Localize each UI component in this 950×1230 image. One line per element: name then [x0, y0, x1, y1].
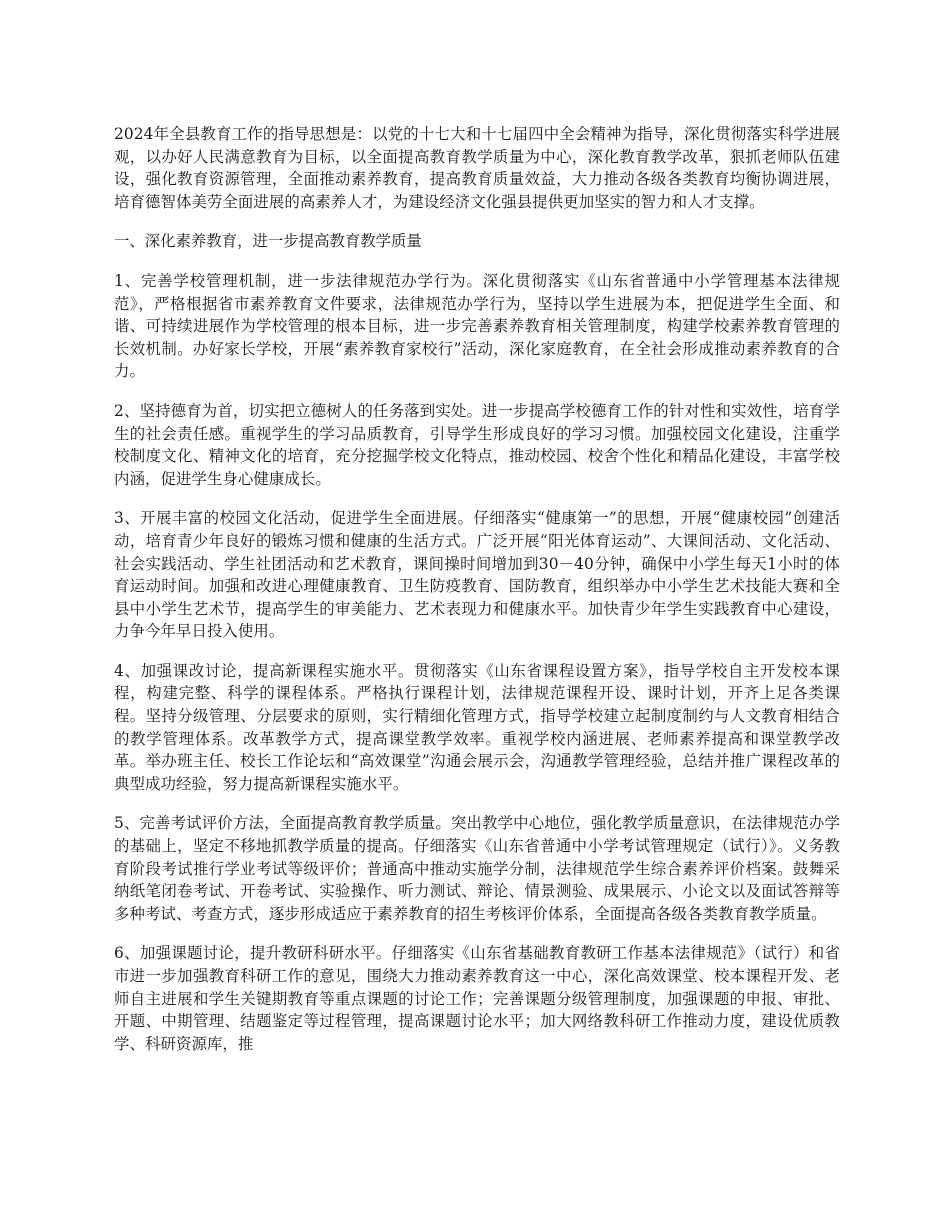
item-4-paragraph: 4、加强课改讨论，提高新课程实施水平。贯彻落实《山东省课程设置方案》，指导学校自主开发校本课程，构建完整、科学的课程体系。严格执行课程计划，法律规范课程开设、课时计划，开齐上足各类课程。坚持分级管理、分层要求的原则，实行精细化管理方式，指导学校建立起制度制约与人文教育相结合的教学管理体系。改革教学方式，提高课堂教学效率。重视学校内涵进展、老师素养提高和课堂教学改革。举办班主任、校长工作论坛和“高效课堂”沟通会展示会，沟通教学管理经验，总结并推广课程改革的典型成功经验，努力提高新课程实施水平。 — [114, 661, 840, 793]
item-3-paragraph: 3、开展丰富的校园文化活动，促进学生全面进展。仔细落实“健康第一”的思想，开展“健康校园”创建活动，培育青少年良好的锻炼习惯和健康的生活方式。广泛开展“阳光体育运动”、大课间活动、文化活动、社会实践活动、学生社团活动和艺术教育，课间操时间增加到30－40分钟，确保中小学生每天1小时的体育运动时间。加强和改进心理健康教育、卫生防疫教育、国防教育，组织举办中小学生艺术技能大赛和全县中小学生艺术节，提高学生的审美能力、艺术表现力和健康水平。加快青少年学生实践教育中心建设，力争今年早日投入使用。 — [114, 509, 840, 641]
guiding-ideology-paragraph: 2024年全县教育工作的指导思想是：以党的十七大和十七届四中全会精神为指导，深化贯彻落实科学进展观，以办好人民满意教育为目标，以全面提高教育教学质量为中心，深化教育教学改革，狠抓老师队伍建设，强化教育资源管理，全面推动素养教育，提高教育质量效益，大力推动各级各类教育均衡协调进展，培育德智体美劳全面进展的高素养人才，为建设经济文化强县提供更加坚实的智力和人才支撑。 — [114, 125, 840, 211]
item-6-paragraph: 6、加强课题讨论，提升教研科研水平。仔细落实《山东省基础教育教研工作基本法律规范》（试行）和省市进一步加强教育科研工作的意见，围绕大力推动素养教育这一中心，深化高效课堂、校本课程开发、老师自主进展和学生关键期教育等重点课题的讨论工作；完善课题分级管理制度，加强课题的申报、审批、开题、中期管理、结题鉴定等过程管理，提高课题讨论水平；加大网络教科研工作推动力度，建设优质教学、科研资源库，推 — [114, 944, 840, 1053]
item-5-paragraph: 5、完善考试评价方法，全面提高教育教学质量。突出教学中心地位，强化教学质量意识，在法律规范办学的基础上，坚定不移地抓教学质量的提高。仔细落实《山东省普通中小学考试管理规定（试行）》。义务教育阶段考试推行学业考试等级评价；普通高中推动实施学分制，法律规范学生综合素养评价档案。鼓舞采纳纸笔闭卷考试、开卷考试、实验操作、听力测试、辩论、情景测验、成果展示、小论文以及面试答辩等多种考试、考查方式，逐步形成适应于素养教育的招生考核评价体系，全面提高各级各类教育教学质量。 — [114, 814, 840, 923]
document-page — [114, 123, 840, 1072]
item-1-paragraph: 1、完善学校管理机制，进一步法律规范办学行为。深化贯彻落实《山东省普通中小学管理基本法律规范》，严格根据省市素养教育文件要求，法律规范办学行为，坚持以学生进展为本，把促进学生全面、和谐、可持续进展作为学校管理的根本目标，进一步完善素养教育相关管理制度，构建学校素养教育管理的长效机制。办好家长学校，开展“素养教育家校行”活动，深化家庭教育，在全社会形成推动素养教育的合力。 — [114, 271, 840, 381]
item-2-paragraph: 2、坚持德育为首，切实把立德树人的任务落到实处。进一步提高学校德育工作的针对性和实效性，培育学生的社会责任感。重视学生的学习品质教育，引导学生形成良好的学习习惯。加强校园文化建设，注重学校制度文化、精神文化的培育，充分挖掘学校文化特点，推动校园、校舍个性化和精品化建设，丰富学校内涵，促进学生身心健康成长。 — [114, 401, 840, 488]
section-heading: 一、深化素养教育，进一步提高教育教学质量 — [114, 232, 422, 251]
